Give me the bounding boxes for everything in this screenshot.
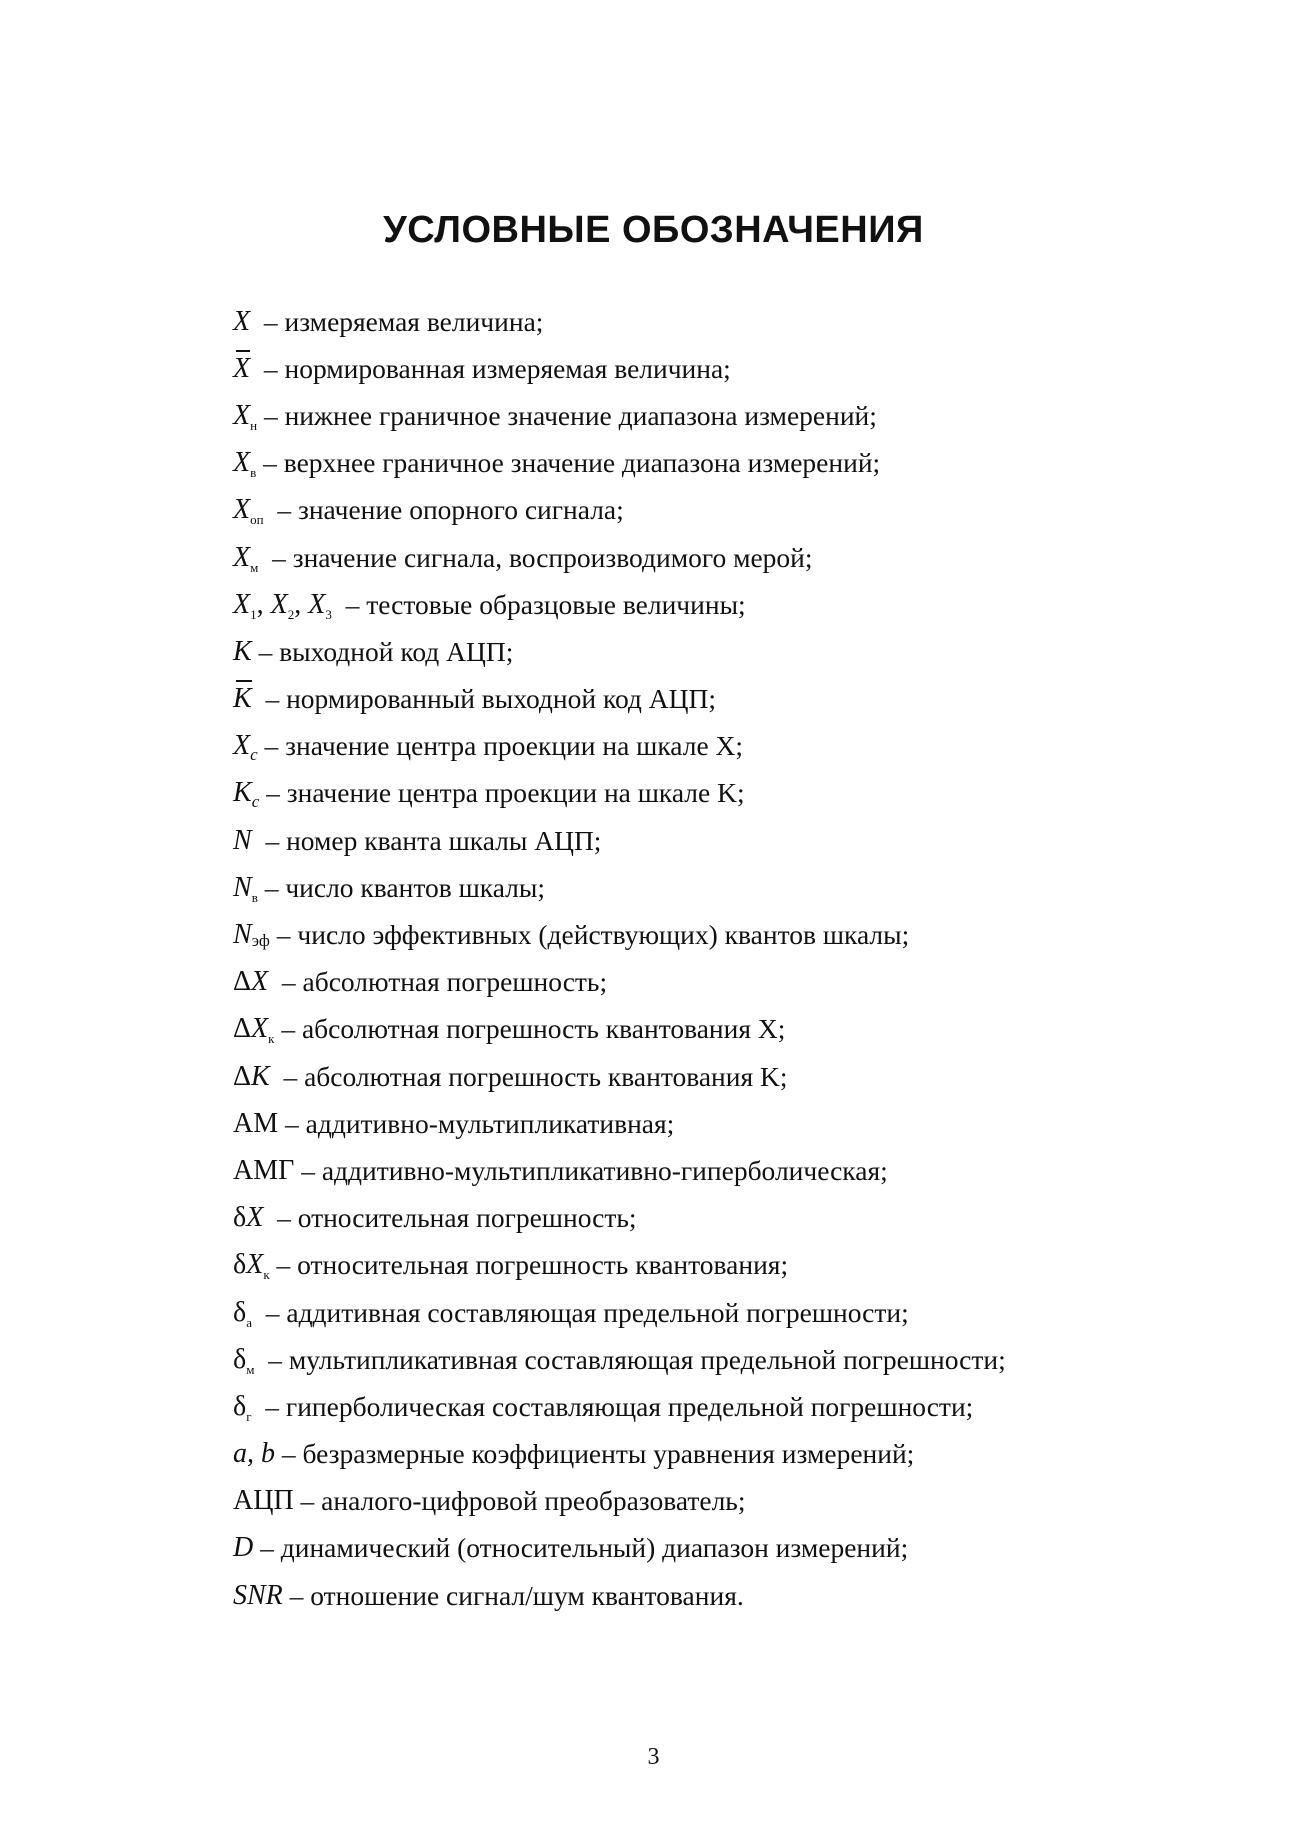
legend-item (233, 1478, 1233, 1525)
legend-symbol (233, 825, 252, 857)
legend-item (233, 345, 1233, 392)
symbol-subscript: к (263, 1267, 270, 1283)
dash: – (300, 1485, 315, 1517)
legend-symbol (233, 1108, 278, 1140)
dash: – (263, 305, 278, 337)
legend-item (233, 1431, 1233, 1478)
dash: – (301, 1154, 315, 1186)
symbol-subscript: м (246, 1361, 255, 1377)
legend-item (233, 1336, 1233, 1383)
legend-symbol (233, 919, 270, 951)
dash: – (265, 1296, 280, 1328)
dash: – (263, 352, 278, 384)
dash: – (272, 541, 286, 573)
legend-description: число квантов шкалы; (285, 871, 546, 903)
legend-symbol (233, 1297, 252, 1329)
dash: – (345, 588, 360, 620)
symbol-prefix: δ (233, 1202, 247, 1234)
legend-item (233, 723, 1233, 770)
legend-item (233, 1289, 1233, 1336)
symbol-letter: X (308, 588, 326, 620)
legend-item (233, 1006, 1233, 1053)
legend-description: безразмерные коэффициенты уравнения измерений; (302, 1438, 915, 1470)
legend-description: значение центра проекции на шкале K; (286, 777, 745, 809)
page-title: УСЛОВНЫЕ ОБОЗНАЧЕНИЯ (383, 209, 924, 251)
symbol-prefix: δ (233, 1249, 247, 1281)
legend-item (233, 1572, 1233, 1619)
symbol-letter: X (251, 966, 269, 998)
legend-description: мультипликативная составляющая предельной погрешности; (288, 1343, 1006, 1375)
symbol-subscript: 2 (287, 606, 295, 622)
legend-description: верхнее граничное значение диапазона измерений; (283, 447, 881, 479)
legend-symbol (233, 353, 250, 385)
dash: – (265, 1390, 280, 1422)
legend-description: аддитивная составляющая предельной погрешности; (286, 1296, 909, 1328)
legend-description: относительная погрешность; (297, 1202, 637, 1234)
symbol-legend-list (233, 298, 1233, 1619)
dash: – (265, 824, 280, 856)
symbol-letter: X (233, 305, 251, 337)
legend-description: значение сигнала, воспроизводимого мерой; (292, 541, 813, 573)
legend-symbol (233, 447, 256, 479)
legend-item (233, 1525, 1233, 1572)
dash: – (289, 1579, 304, 1611)
legend-description: отношение сигнал/шум квантования. (310, 1579, 744, 1611)
symbol-letter: X (233, 541, 251, 573)
legend-symbol (233, 730, 258, 765)
symbol-subscript: оп (250, 512, 264, 528)
dash: – (276, 919, 291, 951)
legend-description: выходной код АЦП; (279, 635, 514, 667)
legend-item (233, 487, 1233, 534)
dash: – (281, 1013, 296, 1045)
legend-description: измеряемая величина; (284, 305, 544, 337)
legend-symbol (233, 494, 264, 526)
symbol-subscript: н (250, 417, 258, 433)
legend-description: относительная погрешность квантования; (297, 1249, 789, 1281)
symbol-letter: X (246, 1249, 264, 1281)
legend-symbol (233, 542, 258, 574)
symbol-subscript: c (250, 745, 258, 765)
symbol-letter-overbar: K (233, 683, 252, 715)
dash: – (266, 777, 280, 809)
dash: – (277, 494, 292, 526)
legend-symbol (233, 1061, 270, 1093)
legend-symbol (233, 966, 268, 998)
legend-symbol (233, 1391, 252, 1423)
legend-symbol (233, 636, 252, 668)
legend-symbol (233, 400, 257, 432)
symbol-subscript: 1 (250, 606, 257, 622)
legend-description: номер кванта шкалы АЦП; (286, 824, 602, 856)
symbol-letter-overbar: X (233, 352, 251, 384)
symbol-letter: N (233, 824, 252, 856)
dash: – (260, 1532, 274, 1564)
symbol-letter: X (233, 494, 251, 526)
legend-description: аддитивно-мультипликативная; (305, 1107, 675, 1139)
legend-description: абсолютная погрешность квантования K; (304, 1060, 788, 1092)
legend-symbol: $X_1$, $X_2$, $X_3$ (233, 588, 332, 622)
symbol-subscript: c (251, 792, 260, 812)
legend-symbol (233, 1155, 294, 1187)
dash: – (281, 966, 296, 998)
symbol-letter: K (233, 777, 252, 809)
legend-description: абсолютная погрешность квантования X; (301, 1013, 786, 1045)
legend-item (233, 1053, 1233, 1100)
legend-item (233, 676, 1233, 723)
dash: – (258, 635, 273, 667)
symbol-letter: N (233, 919, 252, 951)
symbol-letter: K (251, 1060, 270, 1092)
dash: – (276, 1249, 291, 1281)
legend-symbol (233, 683, 252, 715)
symbol-letter: X (270, 588, 288, 620)
legend-item (233, 959, 1233, 1006)
symbol-letter: X (233, 730, 251, 762)
dash: – (277, 1202, 291, 1234)
legend-description: нижнее граничное значение диапазона измерений; (284, 399, 877, 431)
legend-symbol (233, 1485, 294, 1517)
symbol-letter: X (233, 447, 251, 479)
legend-item (233, 298, 1233, 345)
symbol-subscript: 3 (325, 606, 332, 622)
legend-symbol (233, 777, 260, 812)
symbol-prefix: Δ (233, 966, 252, 998)
legend-item (233, 1242, 1233, 1289)
legend-symbol (233, 1344, 254, 1376)
symbol-letter: K (233, 635, 252, 667)
dash: – (281, 1438, 296, 1470)
symbol-subscript: в (250, 465, 257, 481)
legend-item (233, 1195, 1233, 1242)
legend-item (233, 392, 1233, 439)
dash: – (264, 730, 279, 762)
legend-description: значение центра проекции на шкале X; (285, 730, 744, 762)
legend-item (233, 581, 1233, 628)
symbol-letter: δ (233, 1343, 247, 1375)
legend-item (233, 911, 1233, 958)
legend-description: нормированная измеряемая величина; (284, 352, 731, 384)
legend-item (233, 1100, 1233, 1147)
dash: – (283, 1060, 298, 1092)
symbol-letter: X (233, 588, 251, 620)
symbol-prefix: Δ (233, 1013, 252, 1045)
legend-item (233, 440, 1233, 487)
dash: – (263, 447, 277, 479)
legend-symbol (233, 872, 258, 904)
symbol-letter: X (233, 399, 251, 431)
legend-description: нормированный выходной код АЦП; (286, 683, 716, 715)
symbol-subscript: а (246, 1314, 252, 1330)
legend-description: аналого-цифровой преобразователь; (321, 1485, 746, 1517)
legend-description: аддитивно-мультипликативно-гиперболическая; (321, 1154, 888, 1186)
dash: – (263, 399, 278, 431)
symbol-subscript: г (246, 1408, 252, 1424)
symbol-abbreviation: АМ (233, 1107, 279, 1139)
legend-symbol (233, 1532, 253, 1564)
symbol-subscript: в (251, 889, 258, 905)
symbol-letter: a, b (233, 1438, 275, 1470)
legend-description: тестовые образцовые величины; (366, 588, 746, 620)
symbol-abbreviation: АЦП (233, 1485, 294, 1517)
legend-item (233, 864, 1233, 911)
legend-item (233, 770, 1233, 817)
legend-symbol (233, 1249, 270, 1281)
symbol-letter: N (233, 871, 252, 903)
symbol-letter: δ (233, 1390, 247, 1422)
dash: – (268, 1343, 282, 1375)
dash: – (285, 1107, 299, 1139)
legend-description: гиперболическая составляющая предельной погрешности; (285, 1390, 974, 1422)
symbol-letter: X (251, 1013, 269, 1045)
legend-symbol (233, 306, 250, 338)
legend-item (233, 1147, 1233, 1194)
symbol-subscript: м (250, 559, 259, 575)
legend-item (233, 1383, 1233, 1430)
legend-symbol (233, 1013, 274, 1045)
legend-symbol (233, 1580, 283, 1612)
legend-symbol (233, 1438, 275, 1470)
symbol-letter: SNR (233, 1579, 283, 1611)
symbol-abbreviation: АМГ (233, 1154, 295, 1186)
legend-item (233, 628, 1233, 675)
legend-item (233, 534, 1233, 581)
symbol-letter: X (246, 1202, 264, 1234)
legend-symbol (233, 1202, 263, 1234)
symbol-subscript: эф (251, 931, 270, 951)
legend-description: число эффективных (действующих) квантов шкалы; (297, 919, 910, 951)
page-number: 3 (647, 1744, 660, 1770)
symbol-prefix: Δ (233, 1060, 252, 1092)
legend-description: значение опорного сигнала; (297, 494, 624, 526)
dash: – (264, 871, 279, 903)
symbol-letter: δ (233, 1296, 247, 1328)
legend-description: абсолютная погрешность; (302, 966, 608, 998)
legend-description: динамический (относительный) диапазон измерений; (280, 1532, 909, 1564)
symbol-letter: D (233, 1532, 254, 1564)
symbol-subscript: к (268, 1031, 275, 1047)
dash: – (265, 683, 280, 715)
legend-item (233, 817, 1233, 864)
